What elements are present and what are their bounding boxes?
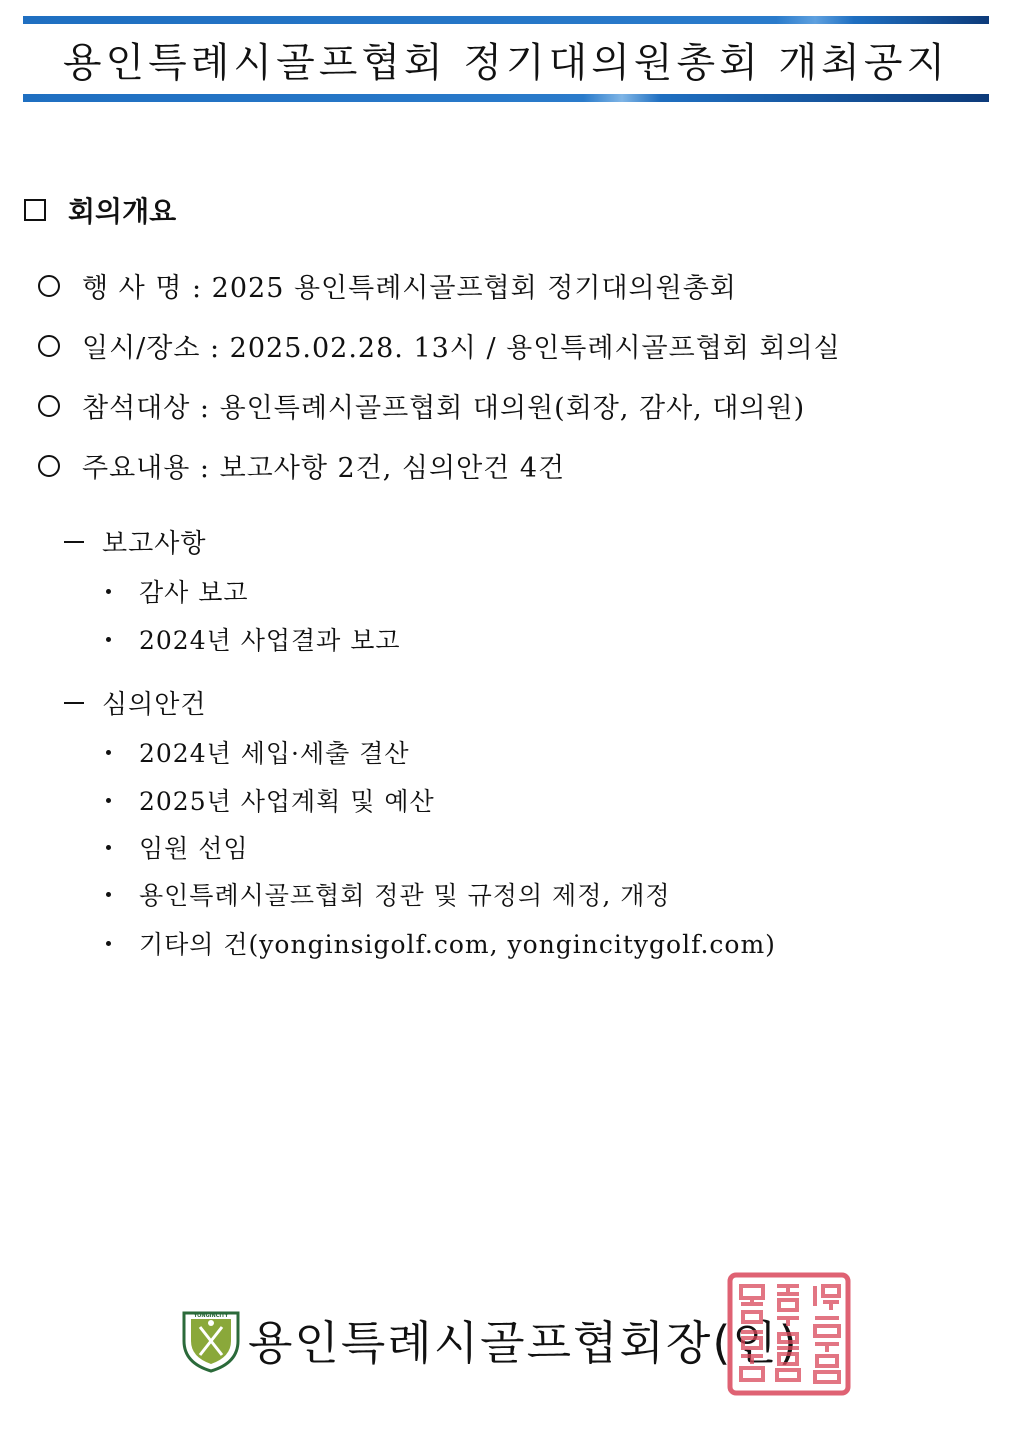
list-item-text: 2024년 사업결과 보고 (139, 626, 401, 655)
overview-item-text: 일시/장소 : 2025.02.28. 13시 / 용인특례시골프협회 회의실 (82, 333, 841, 364)
list-item (104, 621, 401, 657)
overview-item-contents (38, 446, 565, 485)
page-title: 용인특례시골프협회 정기대의원총회 개최공지 (62, 39, 950, 86)
section-heading (24, 190, 176, 230)
overview-item-date-place (38, 326, 841, 365)
circle-bullet-icon (38, 275, 60, 297)
agenda-heading (64, 684, 206, 721)
dot-bullet-icon (106, 941, 111, 946)
list-item-text: 2025년 사업계획 및 예산 (139, 787, 435, 816)
overview-item-attendees (38, 386, 805, 425)
dot-bullet-icon (106, 589, 111, 594)
dash-bullet-icon (64, 541, 84, 543)
reports-heading-label: 보고사항 (102, 529, 207, 559)
overview-item-text: 주요내용 : 보고사항 2건, 심의안건 4건 (82, 453, 566, 484)
overview-item-text: 참석대상 : 용인특례시골프협회 대의원(회장, 감사, 대의원) (82, 393, 806, 424)
title-bottom-bar (23, 94, 989, 102)
list-item (104, 734, 410, 770)
dot-bullet-icon (106, 892, 111, 897)
reports-heading (64, 523, 206, 560)
agenda-heading-label: 심의안건 (102, 690, 207, 720)
svg-text:YONGINCITY: YONGINCITY (193, 1313, 229, 1319)
list-item (104, 573, 249, 609)
list-item (104, 876, 671, 912)
square-bullet-icon (24, 199, 46, 221)
section-heading-label: 회의개요 (68, 195, 177, 228)
dot-bullet-icon (106, 750, 111, 755)
signature-text: 용인특례시골프협회장(인) (248, 1316, 799, 1370)
signature-block (180, 1300, 799, 1380)
dot-bullet-icon (106, 637, 111, 642)
dot-bullet-icon (106, 798, 111, 803)
circle-bullet-icon (38, 395, 60, 417)
overview-item-text: 행 사 명 : 2025 용인특례시골프협회 정기대의원총회 (82, 273, 737, 304)
title-top-bar (23, 16, 989, 24)
circle-bullet-icon (38, 335, 60, 357)
list-item-text: 2024년 세입·세출 결산 (139, 739, 410, 768)
list-item (104, 782, 435, 818)
list-item (104, 829, 249, 865)
association-logo-icon (180, 1307, 242, 1373)
list-item-text: 임원 선임 (139, 834, 249, 863)
list-item (104, 925, 776, 961)
dot-bullet-icon (106, 845, 111, 850)
list-item-text: 기타의 건(yonginsigolf.com, yongincitygolf.com) (139, 930, 776, 959)
circle-bullet-icon (38, 455, 60, 477)
list-item-text: 감사 보고 (139, 578, 249, 607)
overview-item-event-name (38, 266, 737, 305)
dash-bullet-icon (64, 702, 84, 704)
list-item-text: 용인특례시골프협회 정관 및 규정의 제정, 개정 (139, 881, 671, 910)
official-seal-icon (727, 1272, 851, 1396)
